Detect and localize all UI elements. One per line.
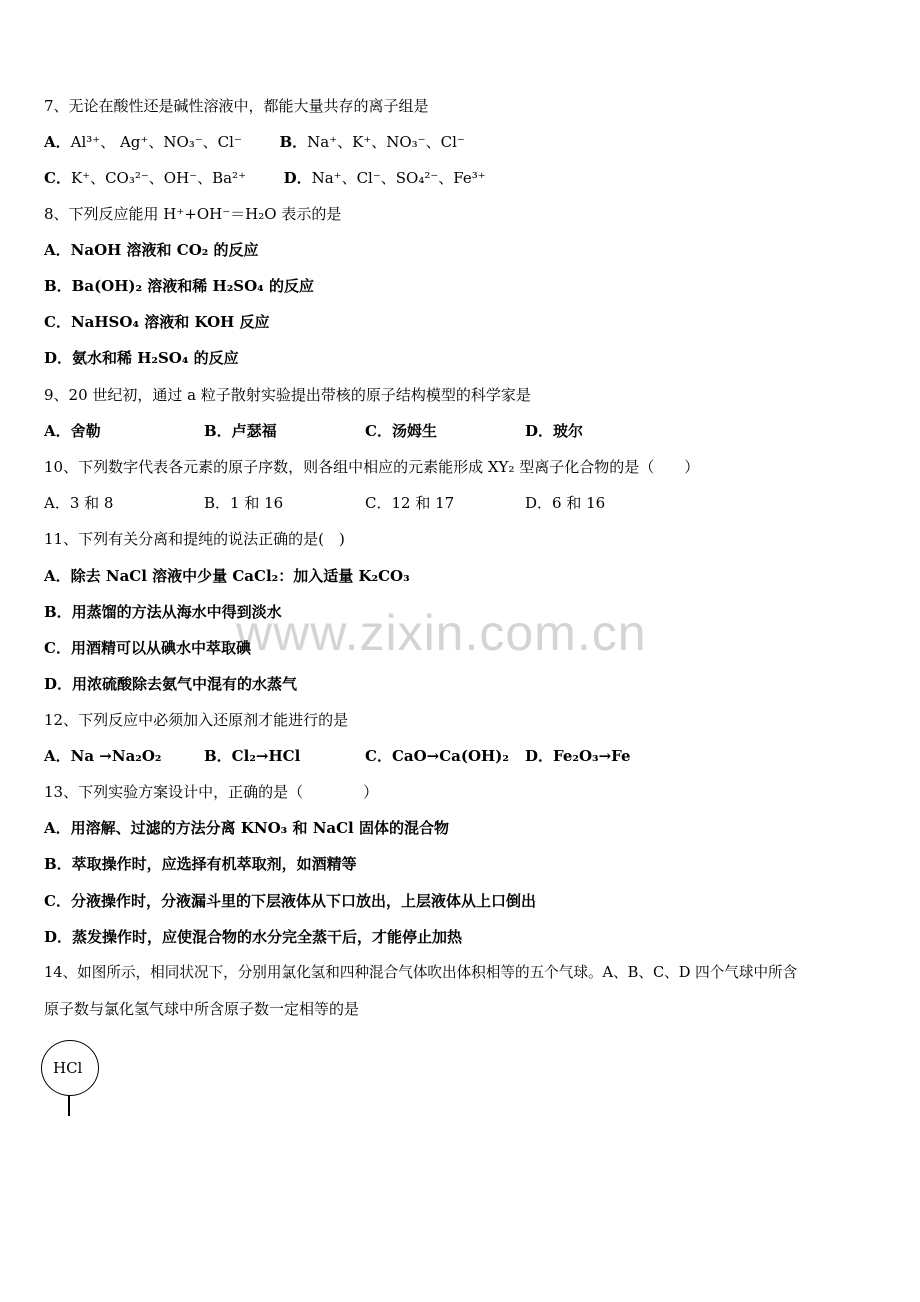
q8-option-b: B．Ba(OH)₂ 溶液和稀 H₂SO₄ 的反应 (44, 277, 314, 295)
q12-option-b: B．Cl₂→HCl (204, 747, 301, 765)
q10-option-b: B．1 和 16 (204, 494, 284, 512)
q14-stem-line1: 14、如图所示，相同状况下，分别用氯化氢和四种混合气体吹出体积相等的五个气球。A、B、C、D 四个气球中所含 (44, 964, 798, 981)
q7-option-b-label: B． (279, 133, 308, 151)
q10-option-c: C．12 和 17 (365, 494, 455, 512)
q12-option-d: D．Fe₂O₃→Fe (525, 747, 631, 765)
q12-option-a: A．Na →Na₂O₂ (44, 747, 162, 765)
q12-option-c: C．CaO→Ca(OH)₂ (365, 747, 509, 765)
q7-option-a-text: Al³⁺、 Ag⁺、NO₃⁻、Cl⁻ (70, 133, 242, 151)
q9-option-c: C．汤姆生 (365, 422, 437, 440)
q11-option-c: C．用酒精可以从碘水中萃取碘 (44, 639, 251, 657)
q7-option-a-label: A． (44, 133, 71, 151)
q10-stem: 10、下列数字代表各元素的原子序数，则各组中相应的元素能形成 XY₂ 型离子化合物的是（ ） (44, 458, 700, 476)
q14-stem-line2: 原子数与氯化氢气球中所含原子数一定相等的是 (44, 1000, 360, 1018)
q8-option-a: A．NaOH 溶液和 CO₂ 的反应 (44, 241, 259, 259)
q12-stem: 12、下列反应中必须加入还原剂才能进行的是 (44, 711, 349, 729)
q9-option-b: B．卢瑟福 (204, 422, 277, 440)
watermark: www.zixin.com.cn (236, 605, 647, 661)
q11-stem: 11、下列有关分离和提纯的说法正确的是( ) (44, 530, 345, 548)
q13-option-a: A．用溶解、过滤的方法分离 KNO₃ 和 NaCl 固体的混合物 (44, 819, 449, 837)
q11-option-b: B．用蒸馏的方法从海水中得到淡水 (44, 603, 282, 621)
q10-option-d: D．6 和 16 (525, 494, 606, 512)
q7-options-row1 (44, 132, 465, 152)
q13-option-d: D．蒸发操作时，应使混合物的水分完全蒸干后，才能停止加热 (44, 928, 463, 946)
q10-option-a: A．3 和 8 (44, 494, 114, 512)
q7-options-row2 (44, 168, 486, 188)
q13-option-c: C．分液操作时，分液漏斗里的下层液体从下口放出，上层液体从上口倒出 (44, 892, 536, 910)
q7-option-c-text: K⁺、CO₃²⁻、OH⁻、Ba²⁺ (70, 169, 246, 187)
balloon-label: HCl (53, 1059, 83, 1077)
q7-option-b-text: Na⁺、K⁺、NO₃⁻、Cl⁻ (307, 133, 465, 151)
q13-option-b: B．萃取操作时，应选择有机萃取剂，如酒精等 (44, 855, 357, 873)
q13-stem: 13、下列实验方案设计中，正确的是（ ） (44, 783, 379, 801)
q9-stem: 9、20 世纪初，通过 a 粒子散射实验提出带核的原子结构模型的科学家是 (44, 386, 531, 404)
q11-option-d: D．用浓硫酸除去氨气中混有的水蒸气 (44, 675, 298, 693)
q9-option-a: A．舍勒 (44, 422, 101, 440)
q8-stem: 8、下列反应能用 H⁺+OH⁻＝H₂O 表示的是 (44, 205, 342, 223)
q7-option-c-label: C． (44, 169, 71, 187)
q11-option-a: A．除去 NaCl 溶液中少量 CaCl₂：加入适量 K₂CO₃ (44, 567, 410, 585)
balloon-string (68, 1096, 70, 1116)
q9-option-d: D．玻尔 (525, 422, 584, 440)
q8-option-d: D．氨水和稀 H₂SO₄ 的反应 (44, 349, 239, 367)
q7-option-d-label: D． (283, 169, 312, 187)
q7-stem: 7、无论在酸性还是碱性溶液中，都能大量共存的离子组是 (44, 97, 429, 115)
q8-option-c: C．NaHSO₄ 溶液和 KOH 反应 (44, 313, 270, 331)
q7-option-d-text: Na⁺、Cl⁻、SO₄²⁻、Fe³⁺ (311, 169, 486, 187)
